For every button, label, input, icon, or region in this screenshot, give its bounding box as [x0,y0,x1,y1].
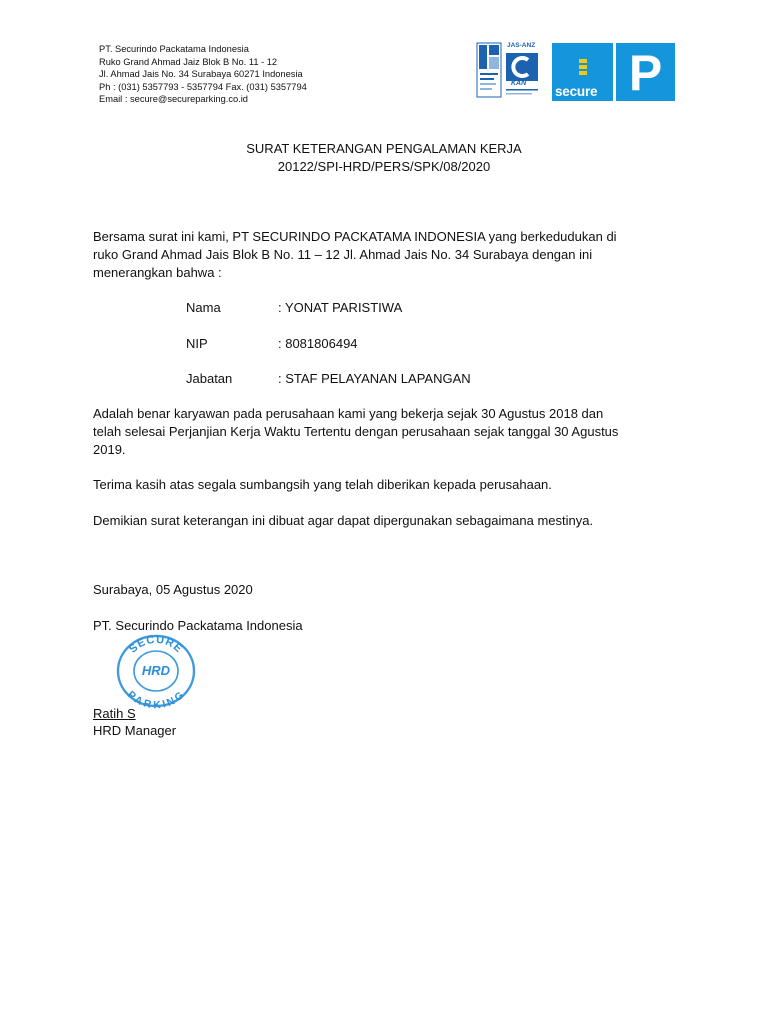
letterhead-address [99,43,307,106]
letterhead-street: Ruko Grand Ahmad Jaiz Blok B No. 11 - 12 [99,56,278,67]
letterhead-email: Email : secure@secureparking.co.id [99,94,248,105]
statement-line: Adalah benar karyawan pada perusahaan kami yang bekerja sejak 30 Agustus 2018 dan [93,406,604,421]
signatory-name: Ratih S [93,706,136,721]
cert-label: JAS-ANZ [507,42,536,49]
brand-word: secure [555,84,598,99]
statement-paragraph [93,405,693,459]
stamp-bottom-text: PARKING [124,688,188,709]
letter-title [0,140,768,176]
letterhead-company: PT. Securindo Packatama Indonesia [99,44,249,54]
place-date: Surabaya, 05 Agustus 2020 [93,582,253,597]
intro-paragraph [93,228,693,282]
cert-sub-label: KAN [511,80,527,87]
parking-p-logo [616,43,675,101]
parking-letter: P [628,45,663,101]
field-label-nip: NIP [186,336,208,351]
intro-line: menerangkan bahwa : [93,265,222,280]
closing-paragraph: Demikian surat keterangan ini dibuat agar dapat dipergunakan sebagaimana mestinya. [93,513,594,528]
field-value-position: : STAF PELAYANAN LAPANGAN [278,371,471,386]
logo-bars-icon [579,59,587,77]
field-value-name: : YONAT PARISTIWA [278,300,403,315]
secure-parking-logo [552,43,613,101]
signature-company: PT. Securindo Packatama Indonesia [93,618,303,633]
thanks-paragraph: Terima kasih atas segala sumbangsih yang telah diberikan kepada perusahaan. [93,477,552,492]
intro-line: ruko Grand Ahmad Jais Blok B No. 11 – 12 Jl. Ahmad Jais No. 34 Surabaya dengan ini [93,247,593,262]
intro-line: Bersama surat ini kami, PT SECURINDO PACKATAMA INDONESIA yang berkedudukan di [93,229,617,244]
certification-logo [476,42,548,100]
field-value-nip: : 8081806494 [278,336,358,351]
letterhead-city: Jl. Ahmad Jais No. 34 Surabaya 60271 Indonesia [99,69,303,80]
title-reference-number: 20122/SPI-HRD/PERS/SPK/08/2020 [277,159,491,174]
stamp-center-text: HRD [141,663,171,678]
field-label-name: Nama [186,300,221,315]
stamp-top-text: SECURE [126,633,186,656]
field-label-position: Jabatan [186,371,233,386]
signatory-position: HRD Manager [93,723,177,738]
title-heading: SURAT KETERANGAN PENGALAMAN KERJA [246,141,522,156]
statement-line: telah selesai Perjanjian Kerja Waktu Tertentu dengan perusahaan sejak tanggal 30 Agustus [93,424,619,439]
letterhead-phone: Ph : (031) 5357793 - 5357794 Fax. (031) 5357794 [99,81,307,92]
hrd-stamp [114,633,198,709]
statement-line: 2019. [93,442,126,457]
